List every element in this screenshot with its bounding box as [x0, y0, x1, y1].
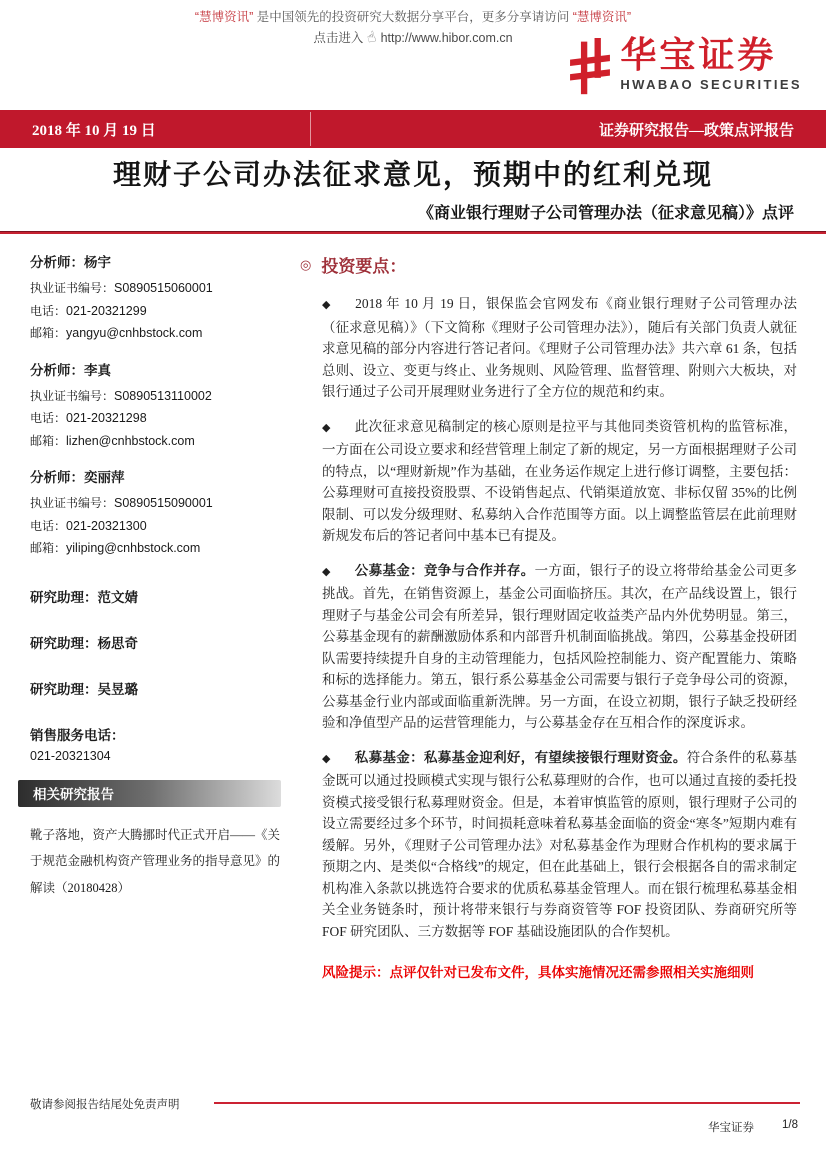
research-assistant: 研究助理：范文婧 [30, 589, 138, 605]
bullseye-icon: ◎ [300, 256, 312, 272]
promo-brand-left: “慧博资讯” [194, 10, 254, 24]
bullet-point [300, 416, 797, 547]
analyst-name: 分析师：奕丽萍 [30, 470, 125, 485]
page-number: 1/8 [782, 1119, 798, 1131]
logo-en-text: HWABAO SECURITIES [620, 77, 802, 92]
footer-rule [214, 1102, 800, 1104]
analyst-phone: 电话：021-20321300 [30, 518, 147, 533]
diamond-icon: ◆ [322, 752, 331, 765]
logo-cn-text: 华宝证券 [620, 34, 777, 75]
sales-label: 销售服务电话： [30, 727, 125, 743]
diamond-icon: ◆ [322, 421, 331, 434]
promo-url-link[interactable]: http://www.hibor.com.cn [380, 31, 513, 45]
related-report-item[interactable]: 靴子落地，资产大腾挪时代正式开启——《关于规范金融机构资产管理业务的指导意见》的解读（20180428） [30, 827, 281, 895]
analyst-phone: 电话：021-20321299 [30, 303, 147, 318]
analyst-name: 分析师：杨宇 [30, 255, 111, 270]
sidebar [30, 252, 284, 901]
bullet-point [300, 747, 797, 943]
main-content [300, 252, 797, 983]
bullet-text: 符合条件的私募基金既可以通过投顾模式实现与银行公私募理财的合作，也可以通过直接的委托投资模式接受银行私募理财资金。但是，本着审慎监管的原则，银行理财子公司的设立需要经过多个环节，时间损耗意味着私募基金面临的资金“寒冬”短期内难有缓解。另外，《理财子公司管理办法》对私募基金作为理财合作机构的要求属于预期之内、是类似“合格线”的规定，但在此基础上，银行会根据各自的需求制定机构准入条款以挑选符合要求的优质私募基金管理人。而在银行梳理私募基金相关全业务链条时，预计将带来银行与券商资管等 FOF 投资团队、券商研究所等 FOF 研究团队、三方数据等 FOF 基础设施团队的合作契机。 [322, 749, 798, 939]
bullet-text: 一方面，银行子的设立将带给基金公司更多挑战。首先，在销售资源上，基金公司面临挤压。其次，在产品线设置上，银行理财子与基金公司会有所差异，银行理财固定收益类产品内外优势明显。第三，公募基金现有的薪酬激励体系和内部晋升机制面临挑战。第四，公募基金投研团队需要持续提升自身的主动管理能力，包括风险控制能力、资产配置能力、策略和标的选择能力。第五，银行系公募基金公司需要与银行子竞争母公司的资源，公募基金行业内部或面临重新洗牌。另一方面，在设立初期，银行子缺乏投研经验和净值型产品的运营管理能力，与公募基金存在互相合作的深度诉求。 [322, 562, 798, 730]
bullet-point [300, 293, 797, 403]
company-logo [569, 36, 802, 101]
bullet-lead: 私募基金：私募基金迎利好，有望续接银行理财资金。 [354, 749, 687, 765]
diamond-icon: ◆ [322, 565, 331, 578]
analyst-email: 邮箱：yangyu@cnhbstock.com [30, 326, 203, 340]
report-banner [0, 110, 826, 148]
analyst-name: 分析师：李真 [30, 362, 111, 378]
analyst-phone: 电话：021-20321298 [30, 411, 147, 425]
bullet-point [300, 560, 797, 734]
promo-click-label[interactable]: 点击进入 [313, 31, 364, 45]
report-category: 证券研究报告—政策点评报告 [598, 122, 794, 139]
analyst-cert: 执业证书编号：S0890513110002 [30, 388, 212, 403]
sales-phone: 021-20321304 [30, 748, 111, 763]
promo-text: 是中国领先的投资研究大数据分享平台，更多分享请访问 [256, 10, 570, 24]
promo-brand-right: “慧博资讯” [572, 10, 632, 24]
bullet-lead: 公募基金：竞争与合作并存。 [354, 562, 535, 578]
analyst-cert: 执业证书编号：S0890515090001 [30, 496, 213, 510]
footer-brand: 华宝证券 [708, 1122, 754, 1134]
promo-line1 [0, 7, 826, 27]
analyst-block [30, 467, 284, 560]
analyst-email: 邮箱：yiliping@cnhbstock.com [30, 541, 201, 555]
analyst-block [30, 252, 284, 345]
risk-warning: 风险提示：点评仅针对已发布文件，具体实施情况还需参照相关实施细则 [322, 965, 754, 980]
section-title: 投资要点： [321, 257, 407, 276]
footer-disclaimer: 敬请参阅报告结尾处免责声明 [30, 1099, 180, 1111]
analyst-email: 邮箱：lizhen@cnhbstock.com [30, 433, 195, 448]
research-assistant: 研究助理：吴昱璐 [30, 681, 138, 697]
analyst-block [30, 360, 284, 453]
report-title: 理财子公司办法征求意见，预期中的红利兑现 [112, 160, 713, 191]
report-date: 2018 年 10 月 19 日 [32, 122, 156, 139]
related-reports-header: 相关研究报告 [18, 780, 281, 807]
diamond-icon: ◆ [322, 299, 332, 311]
footer-right [708, 1119, 798, 1135]
research-assistant: 研究助理：杨思奇 [30, 635, 138, 651]
analyst-cert: 执业证书编号：S0890515060001 [30, 281, 213, 295]
bullet-text: 2018 年 10 月 19 日，银保监会官网发布《商业银行理财子公司管理办法（征求意见稿）》（下文简称《理财子公司管理办法》），随后有关部门负责人就征求意见稿的部分内容进行答记者问。《理财子公司管理办法》共六章 61 条，包括总则、设立、变更与终止、业务规则、风险管理、监督管理、附则六大板块，对银行通过子公司开展理财业务进行了全方位的规范和约束。 [322, 296, 798, 399]
hand-cursor-icon: ☝ [365, 28, 379, 47]
banner-divider [310, 112, 311, 146]
section-header [300, 252, 797, 277]
sales-contact [30, 724, 284, 763]
title-rule [0, 231, 826, 234]
hwabao-logo-icon [569, 38, 611, 101]
report-subtitle: 《商业银行理财子公司管理办法（征求意见稿）》点评 [417, 205, 794, 222]
bullet-text: 此次征求意见稿制定的核心原则是拉平与其他同类资管机构的监管标准，一方面在公司设立要求和经营管理上制定了新的规定，另一方面根据理财子公司的特点，以“理财新规”作为基础，在业务运作规定上进行修订调整，主要包括：公募理财可直接投资股票、不设销售起点、代销渠道放宽、非标仅留 35%的比例限制、可以发分级理财、私募纳入合作范围等方面。以上调整监管层在此前理财新规发布后的答记者问中基本已有提及。 [322, 418, 797, 543]
